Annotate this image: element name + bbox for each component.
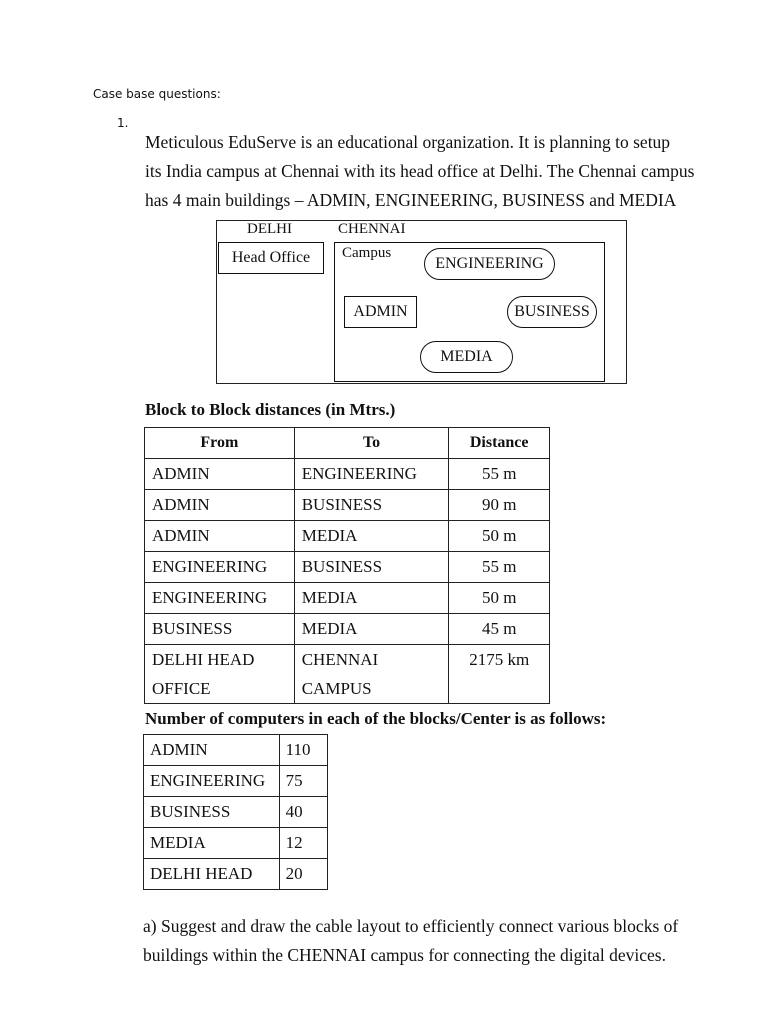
computers-table-title: Number of computers in each of the blocks/Center is as follows: bbox=[145, 709, 607, 728]
question-line: a) Suggest and draw the cable layout to efficiently connect various blocks of bbox=[143, 916, 679, 936]
to-cell: BUSINESS bbox=[294, 552, 449, 583]
count-cell: 20 bbox=[279, 859, 327, 890]
engineering-block: ENGINEERING bbox=[424, 248, 555, 280]
computers-table bbox=[143, 734, 328, 890]
table-row bbox=[144, 766, 328, 797]
table-row bbox=[144, 797, 328, 828]
question-a bbox=[143, 912, 713, 970]
table-row bbox=[144, 735, 328, 766]
table-row bbox=[145, 583, 550, 614]
from-cell bbox=[145, 645, 295, 704]
table-row bbox=[145, 521, 550, 552]
question-line: buildings within the CHENNAI campus for connecting the digital devices. bbox=[143, 945, 666, 965]
to-cell: MEDIA bbox=[294, 614, 449, 645]
column-header: Distance bbox=[449, 428, 550, 459]
distance-table-title: Block to Block distances (in Mtrs.) bbox=[145, 400, 396, 419]
distance-cell: 55 m bbox=[449, 459, 550, 490]
head-office-box: Head Office bbox=[218, 242, 324, 274]
block-cell: ENGINEERING bbox=[144, 766, 280, 797]
distance-table bbox=[144, 427, 550, 704]
table-row bbox=[145, 490, 550, 521]
media-block: MEDIA bbox=[420, 341, 513, 373]
from-cell: ENGINEERING bbox=[145, 552, 295, 583]
count-cell: 110 bbox=[279, 735, 327, 766]
question-number: 1. bbox=[117, 116, 129, 130]
chennai-label: CHENNAI bbox=[338, 221, 406, 237]
to-cell: MEDIA bbox=[294, 583, 449, 614]
from-cell: BUSINESS bbox=[145, 614, 295, 645]
campus-diagram bbox=[216, 220, 627, 384]
intro-paragraph bbox=[145, 128, 710, 215]
from-cell: ADMIN bbox=[145, 490, 295, 521]
from-cell: ADMIN bbox=[145, 521, 295, 552]
to-cell: ENGINEERING bbox=[294, 459, 449, 490]
to-line: CHENNAI bbox=[301, 650, 379, 669]
table-row bbox=[145, 552, 550, 583]
distance-cell: 90 m bbox=[449, 490, 550, 521]
table-row bbox=[144, 828, 328, 859]
table-row bbox=[145, 614, 550, 645]
column-header: From bbox=[145, 428, 295, 459]
from-line: DELHI HEAD bbox=[152, 650, 255, 669]
from-cell: ADMIN bbox=[145, 459, 295, 490]
admin-block: ADMIN bbox=[344, 296, 417, 328]
delhi-label: DELHI bbox=[247, 221, 292, 237]
distance-cell: 55 m bbox=[449, 552, 550, 583]
block-cell: BUSINESS bbox=[144, 797, 280, 828]
table-row bbox=[144, 859, 328, 890]
distance-cell: 50 m bbox=[449, 521, 550, 552]
table-row bbox=[145, 645, 550, 704]
to-cell: MEDIA bbox=[294, 521, 449, 552]
intro-line: Meticulous EduServe is an educational organization. It is planning to setup bbox=[145, 132, 671, 152]
intro-line: has 4 main buildings – ADMIN, ENGINEERING, BUSINESS and MEDIA bbox=[145, 190, 677, 210]
table-header-row bbox=[145, 428, 550, 459]
distance-cell: 45 m bbox=[449, 614, 550, 645]
to-line: CAMPUS bbox=[301, 679, 372, 698]
from-line: OFFICE bbox=[152, 679, 211, 698]
block-cell: MEDIA bbox=[144, 828, 280, 859]
count-cell: 12 bbox=[279, 828, 327, 859]
count-cell: 40 bbox=[279, 797, 327, 828]
block-cell: DELHI HEAD bbox=[144, 859, 280, 890]
campus-label: Campus bbox=[342, 245, 392, 261]
intro-line: its India campus at Chennai with its head office at Delhi. The Chennai campus bbox=[145, 161, 695, 181]
count-cell: 75 bbox=[279, 766, 327, 797]
distance-cell: 2175 km bbox=[449, 645, 550, 704]
column-header: To bbox=[294, 428, 449, 459]
to-cell bbox=[294, 645, 449, 704]
to-cell: BUSINESS bbox=[294, 490, 449, 521]
distance-cell: 50 m bbox=[449, 583, 550, 614]
business-block: BUSINESS bbox=[507, 296, 597, 328]
from-cell: ENGINEERING bbox=[145, 583, 295, 614]
block-cell: ADMIN bbox=[144, 735, 280, 766]
section-heading: Case base questions: bbox=[93, 87, 221, 101]
table-row bbox=[145, 459, 550, 490]
